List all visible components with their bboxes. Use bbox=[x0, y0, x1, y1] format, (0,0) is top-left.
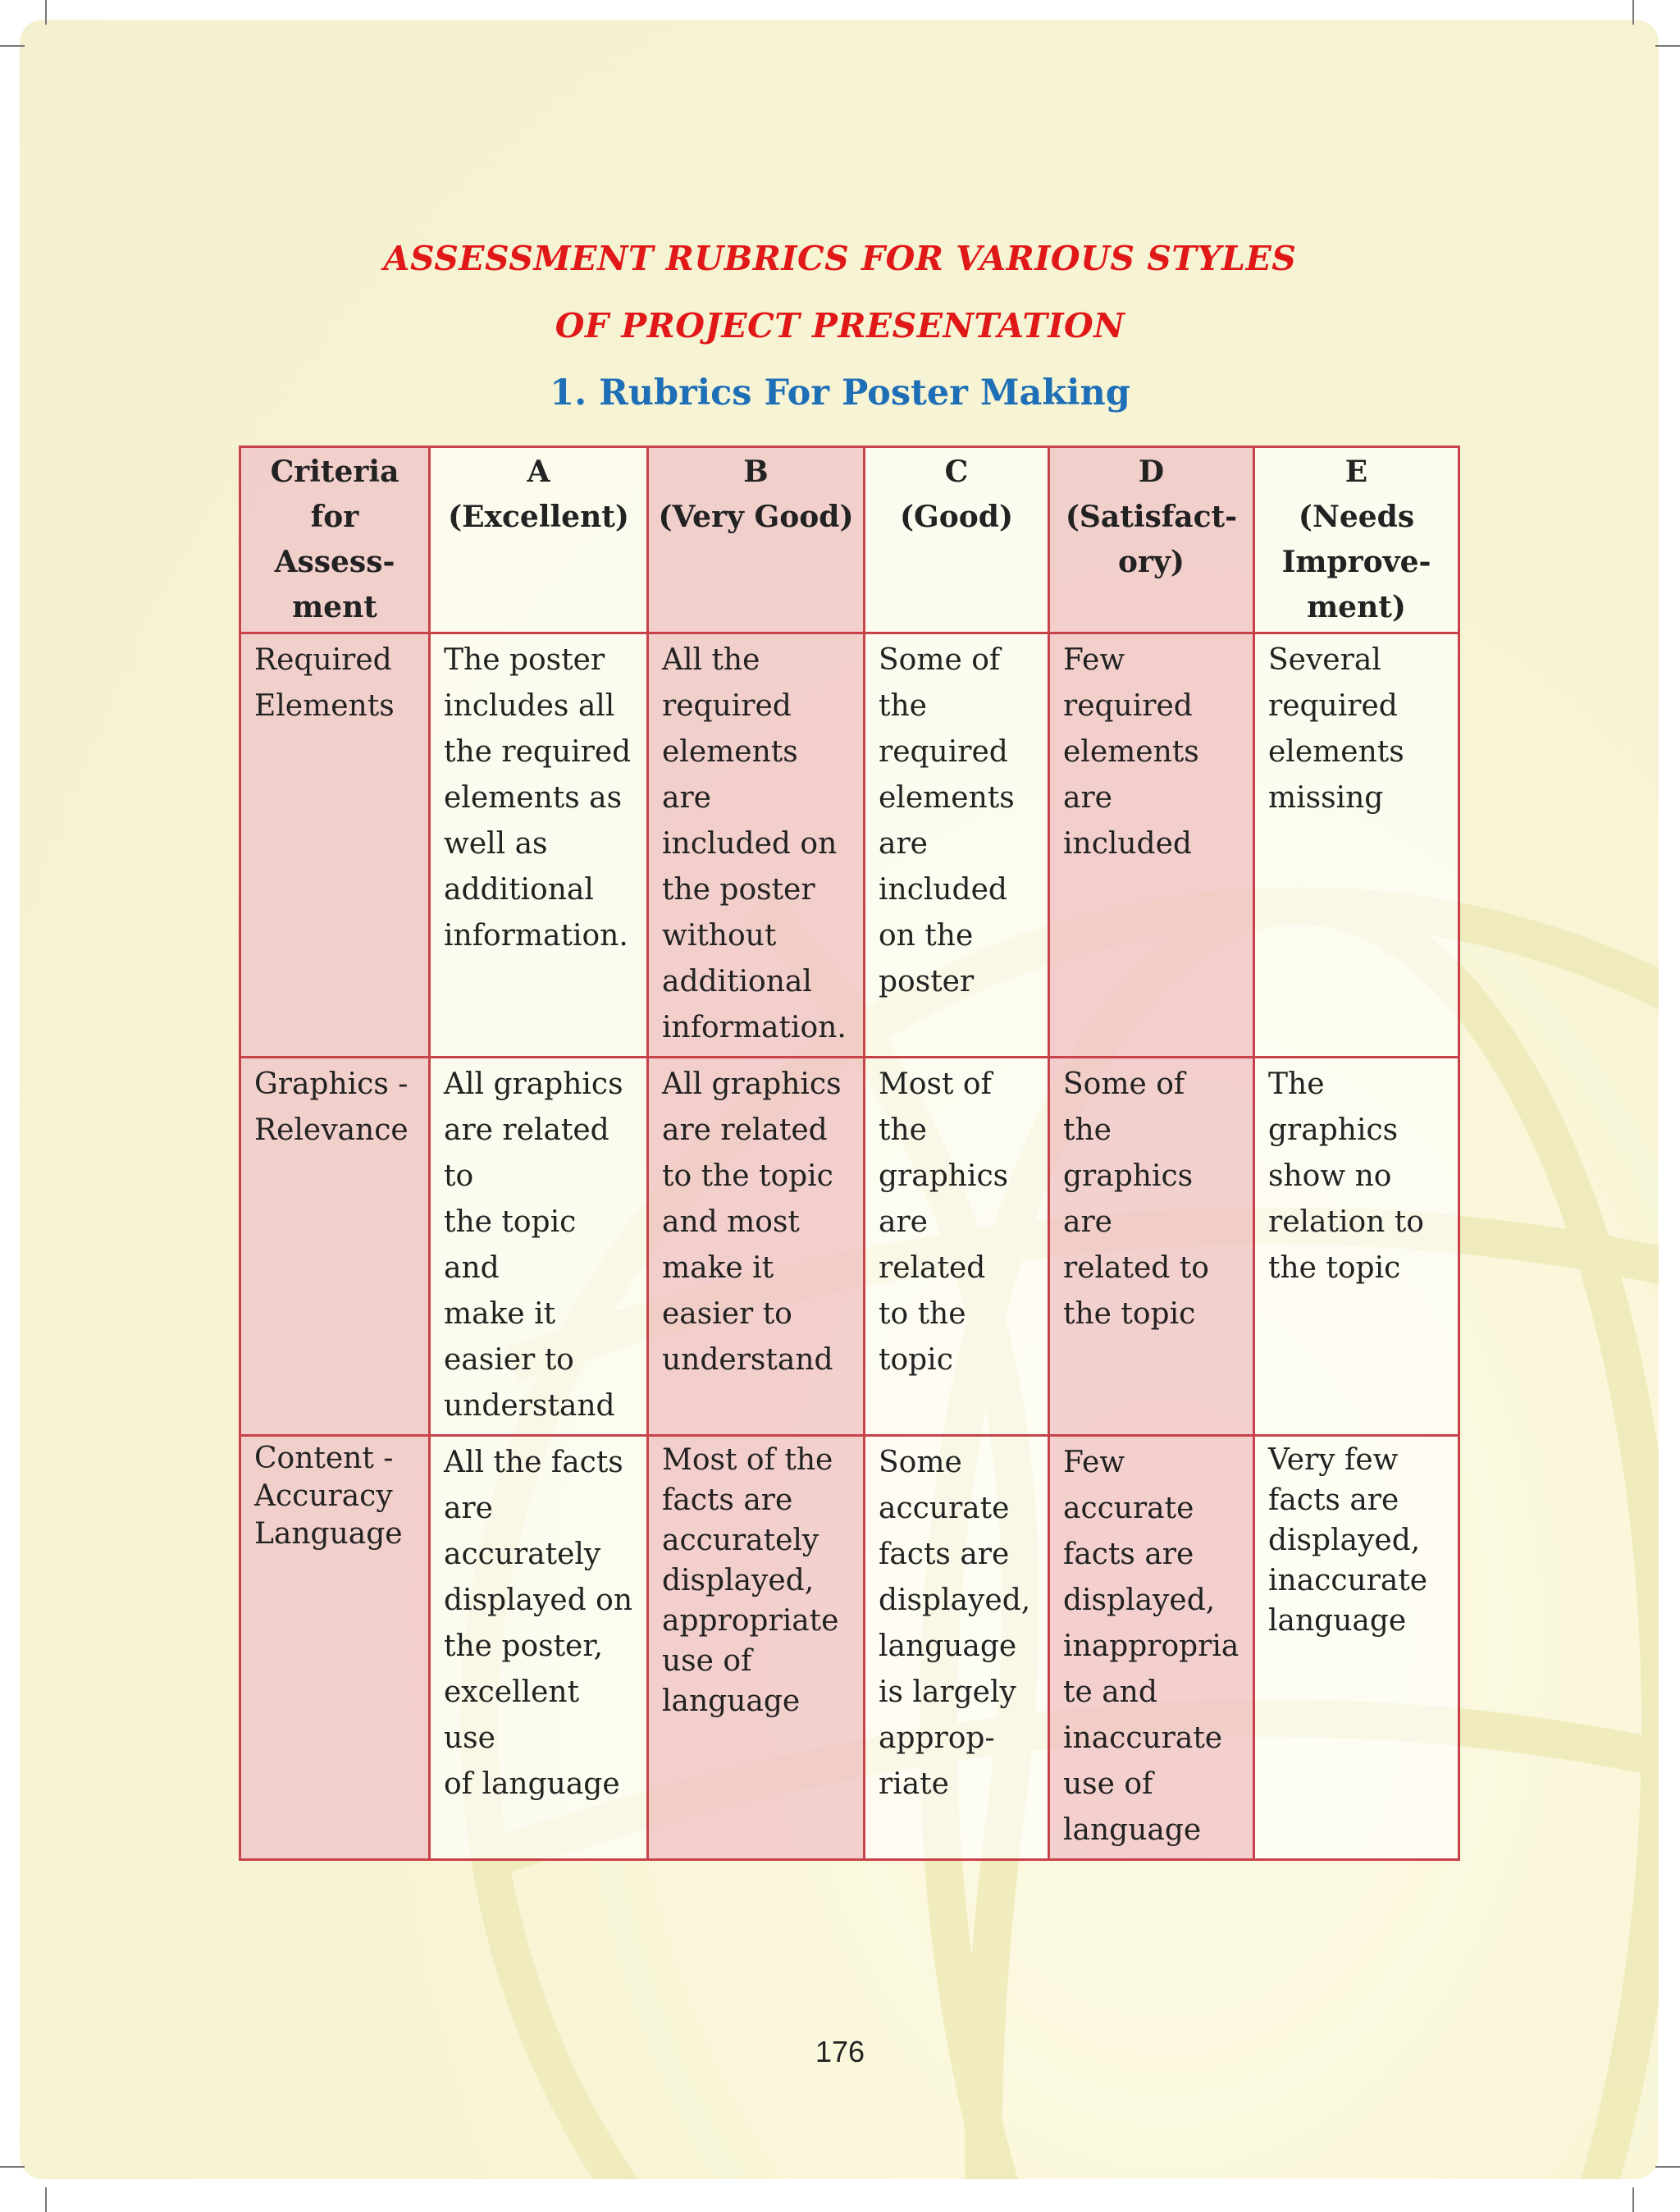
table-cell: All graphics are related to the topic and make it easier to understand bbox=[430, 1058, 648, 1436]
criteria-cell: Content - Accuracy Language bbox=[240, 1436, 430, 1860]
table-cell: Few accurate facts are displayed, inappropria te and inaccurate use of language bbox=[1049, 1436, 1254, 1860]
table-cell: Most of the facts are accurately displayed, appropriate use of language bbox=[648, 1436, 865, 1860]
table-cell: Few required elements are included bbox=[1049, 633, 1254, 1058]
title-line-1: ASSESSMENT RUBRICS FOR VARIOUS STYLES bbox=[383, 239, 1297, 278]
crop-mark bbox=[1632, 0, 1634, 25]
table-cell: The poster includes all the required elements as well as additional information. bbox=[430, 633, 648, 1058]
table-cell: Several required elements missing bbox=[1254, 633, 1459, 1058]
table-cell: The graphics show no relation to the topic bbox=[1254, 1058, 1459, 1436]
crop-mark bbox=[0, 2166, 25, 2168]
table-row bbox=[240, 1058, 1459, 1436]
table-row bbox=[240, 1436, 1459, 1860]
header-criteria: Criteria for Assess- ment bbox=[240, 447, 430, 633]
crop-mark bbox=[45, 2187, 47, 2212]
table-cell: All graphics are related to the topic and most make it easier to understand bbox=[648, 1058, 865, 1436]
crop-mark bbox=[1632, 2187, 1634, 2212]
table-cell: Most of the graphics are related to the topic bbox=[865, 1058, 1049, 1436]
table-cell: Some accurate facts are displayed, language is largely approp- riate bbox=[865, 1436, 1049, 1860]
table-cell: Some of the required elements are included on the poster bbox=[865, 633, 1049, 1058]
header-grade-d: D (Satisfact- ory) bbox=[1049, 447, 1254, 633]
title-block bbox=[0, 225, 1680, 427]
criteria-cell: Graphics - Relevance bbox=[240, 1058, 430, 1436]
table-row bbox=[240, 633, 1459, 1058]
header-grade-e: E (Needs Improve- ment) bbox=[1254, 447, 1459, 633]
table-cell: All the facts are accurately displayed on the poster, excellent use of language bbox=[430, 1436, 648, 1860]
table-cell: Some of the graphics are related to the topic bbox=[1049, 1058, 1254, 1436]
crop-mark bbox=[0, 45, 25, 47]
header-grade-a: A (Excellent) bbox=[430, 447, 648, 633]
table-cell: All the required elements are included on the poster without additional information. bbox=[648, 633, 865, 1058]
header-grade-b: B (Very Good) bbox=[648, 447, 865, 633]
table-cell: Very few facts are displayed, inaccurate language bbox=[1254, 1436, 1459, 1860]
crop-mark bbox=[1655, 45, 1680, 47]
page-number: 176 bbox=[815, 2035, 865, 2068]
table-header-row bbox=[240, 447, 1459, 633]
title-line-2: OF PROJECT PRESENTATION bbox=[555, 306, 1125, 345]
criteria-cell: Required Elements bbox=[240, 633, 430, 1058]
section-subtitle: 1. Rubrics For Poster Making bbox=[550, 372, 1130, 414]
rubric-table bbox=[239, 446, 1460, 1861]
crop-mark bbox=[45, 0, 47, 25]
header-grade-c: C (Good) bbox=[865, 447, 1049, 633]
crop-mark bbox=[1655, 2166, 1680, 2168]
